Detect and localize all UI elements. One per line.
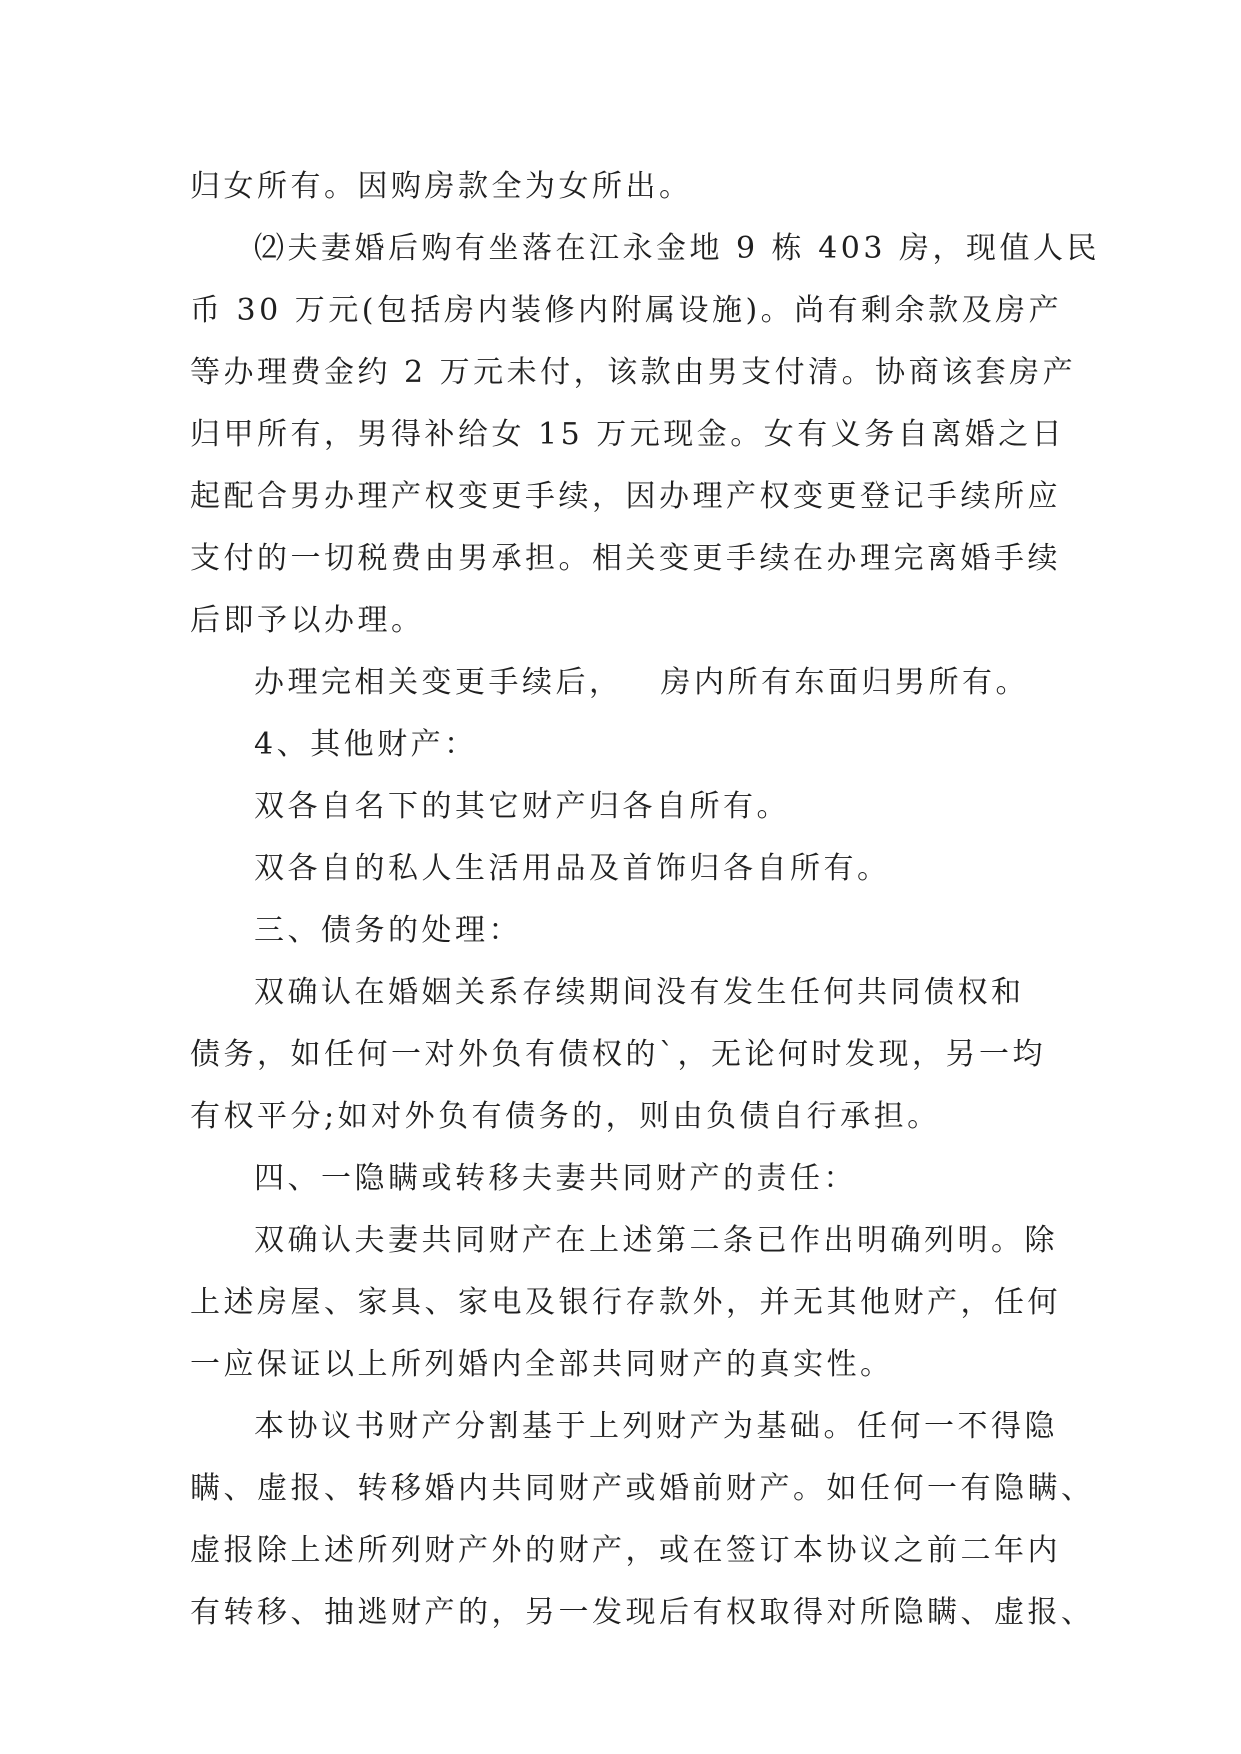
- text-line: 双各自名下的其它财产归各自所有。: [254, 789, 790, 824]
- text-line: 瞒、虚报、转移婚内共同财产或婚前财产。如任何一有隐瞒、: [190, 1471, 1095, 1506]
- text-line: 归女所有。因购房款全为女所出。: [190, 169, 693, 204]
- text-line: 上述房屋、家具、家电及银行存款外，并无其他财产，任何: [190, 1285, 1061, 1320]
- text-line: 币 30 万元(包括房内装修内附属设施)。尚有剩余款及房产: [190, 293, 1063, 328]
- text-line: 双确认在婚姻关系存续期间没有发生任何共同债权和: [254, 975, 1025, 1010]
- text-line: 一应保证以上所列婚内全部共同财产的真实性。: [190, 1347, 894, 1382]
- text-line: 起配合男办理产权变更手续，因办理产权变更登记手续所应: [190, 479, 1061, 514]
- document-body: [190, 156, 1100, 1644]
- text-line: 等办理费金约 2 万元未付，该款由男支付清。协商该套房产: [190, 355, 1077, 390]
- text-line: ⑵夫妻婚后购有坐落在江永金地 9 栋 403 房，现值人民: [254, 231, 1100, 266]
- section-heading: 四、一隐瞒或转移夫妻共同财产的责任：: [254, 1161, 857, 1196]
- text-segment: 办理完相关变更手续后，: [254, 665, 623, 700]
- text-line: 支付的一切税费由男承担。相关变更手续在办理完离婚手续: [190, 541, 1061, 576]
- text-line: 双各自的私人生活用品及首饰归各自所有。: [254, 851, 891, 886]
- text-segment: 房内所有东面归男所有。: [660, 665, 1029, 700]
- section-heading: 4、其他财产：: [254, 727, 478, 762]
- text-line: 归甲所有，男得补给女 15 万元现金。女有义务自离婚之日: [190, 417, 1066, 452]
- text-line: 有转移、抽逃财产的，另一发现后有权取得对所隐瞒、虚报、: [190, 1595, 1095, 1630]
- section-heading: 三、债务的处理：: [254, 913, 522, 948]
- text-line: [190, 652, 1050, 714]
- text-line: 债务，如任何一对外负有债权的`，无论何时发现，另一均: [190, 1037, 1046, 1072]
- text-line: 双确认夫妻共同财产在上述第二条已作出明确列明。除: [254, 1223, 1058, 1258]
- text-line: 有权平分;如对外负有债务的，则由负债自行承担。: [190, 1099, 941, 1134]
- text-line: 本协议书财产分割基于上列财产为基础。任何一不得隐: [254, 1409, 1058, 1444]
- text-line: 后即予以办理。: [190, 603, 425, 638]
- text-line: 虚报除上述所列财产外的财产，或在签订本协议之前二年内: [190, 1533, 1061, 1568]
